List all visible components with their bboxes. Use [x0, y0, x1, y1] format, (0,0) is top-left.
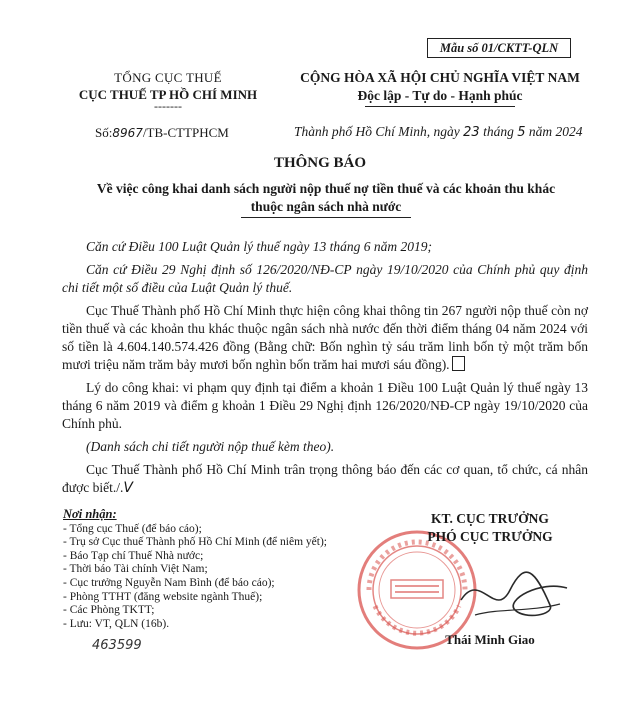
recipients-block — [63, 508, 363, 631]
legal-basis-1: Căn cứ Điều 100 Luật Quản lý thuế ngày 13 tháng 6 năm 2019; — [86, 239, 432, 254]
document-title: THÔNG BÁO — [273, 155, 367, 171]
month-handwritten: 5 — [517, 125, 526, 140]
motto-underline — [365, 106, 515, 107]
reason-paragraph: Lý do công khai: vi phạm quy định tại điểm a khoản 1 Điều 100 Luật Quản lý thuế ngày 13 tháng 6 năm 2019 và điểm g khoản 1 Điều 29 Nghị định 126/2020/NĐ-CP ngày 19/10/2020 của Chính phủ. — [62, 380, 588, 431]
attachment-note: (Danh sách chi tiết người nộp thuế kèm theo). — [86, 439, 335, 454]
recipient-item: - Trụ sở Cục thuế Thành phố Hồ Chí Minh (để niêm yết); — [63, 536, 327, 549]
agency-rule: ------- — [154, 99, 182, 113]
recipients-heading: Nơi nhận: — [63, 507, 117, 521]
handwritten-code: 463599 — [92, 638, 142, 653]
document-body — [62, 238, 588, 497]
recipient-item: - Phòng TTHT (đăng website ngành Thuế); — [63, 590, 263, 603]
signature-block — [380, 510, 600, 647]
place-and-date: Thành phố Hồ Chí Minh, ngày 23 tháng 5 năm 2024 — [294, 124, 583, 140]
checkbox-mark — [452, 356, 465, 371]
closing-paragraph: Cục Thuế Thành phố Hồ Chí Minh trân trọng thông báo đến các cơ quan, tổ chức, cá nhân được biết./.V — [62, 462, 588, 496]
signer-name: Thái Minh Giao — [445, 632, 535, 647]
agency-parent: TỔNG CỤC THUẾ — [114, 70, 222, 85]
signature-scribble-icon — [455, 560, 575, 630]
document-subtitle: Về việc công khai danh sách người nộp thuế nợ tiền thuế và các khoản thu khác thuộc ngân sách nhà nước — [66, 180, 586, 218]
signature-title-2: PHÓ CỤC TRƯỞNG — [427, 529, 553, 544]
agency-name: CỤC THUẾ TP HỒ CHÍ MINH — [78, 87, 258, 102]
recipient-item: - Thời báo Tài chính Việt Nam; — [63, 563, 208, 576]
legal-basis-2: Căn cứ Điều 29 Nghị định số 126/2020/NĐ-CP ngày 19/10/2020 của Chính phủ quy định chi tiết một số điều của Luật Quản lý thuế. — [62, 262, 588, 295]
national-motto: Độc lập - Tự do - Hạnh phúc — [357, 88, 523, 103]
recipient-item: - Cục trưởng Nguyễn Nam Bình (để báo cáo); — [63, 576, 275, 589]
recipient-item: - Các Phòng TKTT; — [63, 604, 155, 617]
document-number: Số:8967/TB-CTTPHCM — [95, 125, 229, 140]
recipient-item: - Báo Tạp chí Thuế Nhà nước; — [63, 549, 204, 562]
issuing-agency-block — [58, 70, 278, 111]
day-handwritten: 23 — [463, 125, 480, 140]
doc-number-handwritten: 8967 — [112, 126, 143, 140]
subtitle-underline — [241, 217, 411, 218]
main-paragraph: Cục Thuế Thành phố Hồ Chí Minh thực hiện công khai thông tin 267 người nộp thuế còn nợ tiền thuế và các khoản thu khác thuộc ngân sách nhà nước đến thời điểm tháng 04 năm 2024 với số tiền là 4.604.140.574.426 đồng (Bằng chữ: Bốn nghìn tỷ sáu trăm linh bốn tỷ một trăm bốn mươi triệu năm trăm bảy mươi bốn nghìn bốn trăm hai mươi sáu đồng). — [62, 303, 588, 372]
recipient-item: - Lưu: VT, QLN (16b). — [63, 617, 170, 630]
handwritten-tick: V — [123, 480, 133, 496]
signature-title-1: KT. CỤC TRƯỞNG — [431, 511, 549, 526]
recipient-item: - Tổng cục Thuế (để báo cáo); — [63, 522, 202, 535]
national-header-block — [290, 70, 590, 107]
nation-name: CỘNG HÒA XÃ HỘI CHỦ NGHĨA VIỆT NAM — [300, 70, 580, 85]
form-number-box: Mẫu số 01/CKTT-QLN — [427, 38, 571, 58]
